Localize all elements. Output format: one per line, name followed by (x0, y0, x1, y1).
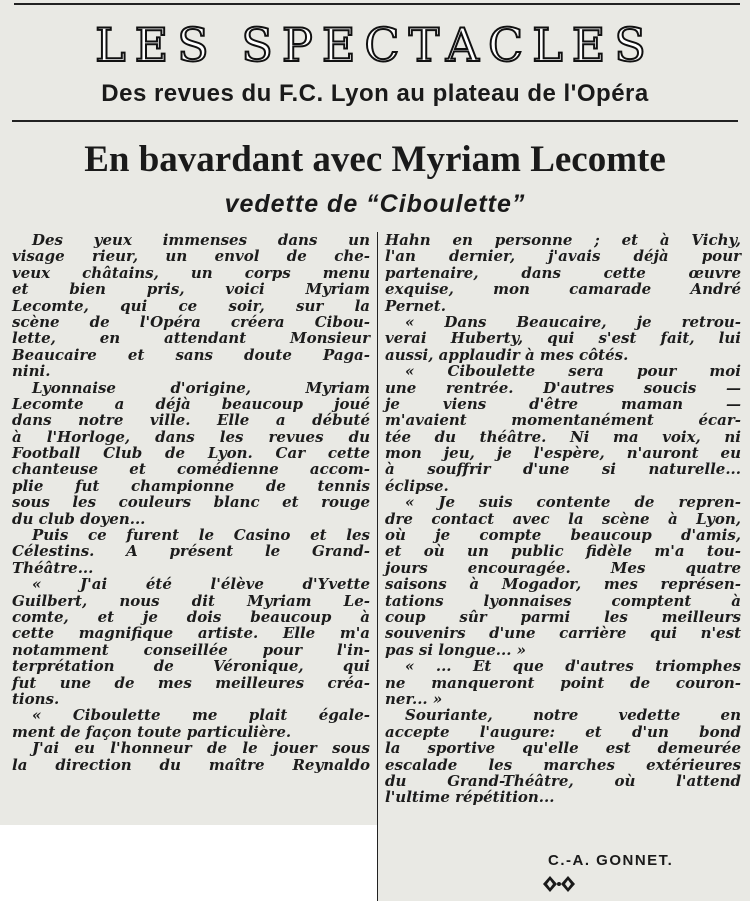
text-line: scène de l'Opéra créera Cibou- (12, 312, 370, 331)
article-subhead: vedette de “Ciboulette” (224, 190, 526, 218)
text-line: jours encouragée. Mes quatre (385, 558, 741, 577)
text-line: l'ultime répétition... (385, 788, 555, 807)
text-line: terprétation de Véronique, qui (12, 657, 370, 676)
text-line: saisons à Mogador, mes représen- (385, 575, 741, 594)
text-line: chanteuse et comédienne accom- (12, 460, 370, 479)
text-line: Théâtre... (12, 558, 94, 577)
text-line: Hahn en personne ; et à Vichy, (385, 231, 741, 249)
header-rule (12, 120, 738, 122)
text-line: et où un public fidèle m'a tou- (385, 542, 741, 561)
text-line: une rentrée. D'autres soucis — (385, 378, 741, 397)
text-line: mon jeu, je l'espère, n'auront eu (385, 444, 741, 463)
ornament-icon (541, 875, 577, 893)
text-line: dans notre ville. Elle a débuté (12, 411, 370, 430)
text-line: partenaire, dans cette œuvre (385, 263, 741, 282)
text-line: « Dans Beaucaire, je retrou- (405, 312, 741, 331)
text-line: Puis ce furent le Casino et les (32, 526, 370, 545)
text-line: visage rieur, un envol de che- (12, 247, 370, 266)
section-subtitle: Des revues du F.C. Lyon au plateau de l'Opéra (101, 80, 649, 107)
text-line: tions. (12, 689, 60, 708)
text-line: Des yeux immenses dans un (32, 231, 370, 249)
text-line: escalade les marches extérieures (385, 755, 741, 774)
text-line: exquise, mon camarade André (385, 280, 741, 299)
article-column-right (385, 232, 741, 806)
text-line: l'an dernier, j'avais déjà pour (385, 247, 741, 266)
text-line: sous les couleurs blanc et rouge (12, 493, 370, 512)
text-line: m'avaient momentanément écar- (385, 411, 741, 430)
text-line: ne manqueront point de couron- (385, 673, 741, 692)
text-line: ner... » (385, 689, 443, 708)
text-line: Lecomte a déjà beaucoup joué (12, 394, 370, 413)
text-line: du club doyen... (12, 509, 146, 528)
text-line: verai Huberty, qui s'est fait, lui (385, 329, 741, 348)
text-line: « Ciboulette sera pour moi (405, 362, 741, 381)
text-line: Souriante, notre vedette en (405, 706, 741, 725)
text-line: où je compte beaucoup d'amis, (385, 526, 741, 545)
text-line: cette magnifique artiste. Elle m'a (12, 624, 370, 643)
text-line: tée du théâtre. Ni ma voix, ni (385, 427, 741, 446)
text-line: veux châtains, un corps menu (12, 263, 370, 282)
text-line: aussi, applaudir à mes côtés. (385, 345, 629, 364)
byline-signature: C.-A. GONNET. (548, 852, 674, 869)
text-line: et bien pris, voici Myriam (12, 280, 370, 299)
text-line: notamment conseillée pour l'in- (12, 640, 370, 659)
text-line: éclipse. (385, 476, 449, 495)
text-line: « Ciboulette me plait égale- (32, 706, 370, 725)
article-column-left (12, 232, 370, 773)
text-line: dre contact avec la scène à Lyon, (385, 509, 741, 528)
text-line: du Grand-Théâtre, où l'attend (385, 771, 741, 790)
section-title: LES SPECTACLES (95, 18, 655, 72)
article-headline: En bavardant avec Myriam Lecomte (84, 139, 666, 180)
text-line: je viens d'être maman — (385, 394, 741, 413)
text-line: la direction du maître Reynaldo (12, 755, 370, 774)
text-line: pas si longue... » (385, 640, 527, 659)
text-line: « J'ai été l'élève d'Yvette (32, 575, 370, 594)
text-line: J'ai eu l'honneur de le jouer sous (32, 739, 370, 758)
text-line: nini. (12, 362, 51, 381)
text-line: « ... Et que d'autres triomphes (405, 657, 741, 676)
text-line: tations lyonnaises comptent à (385, 591, 741, 610)
text-line: fut une de mes meilleures créa- (12, 673, 370, 692)
blank-margin (0, 825, 377, 901)
top-rule (14, 3, 740, 5)
text-line: souvenirs d'une carrière qui n'est (385, 624, 741, 643)
text-line: la sportive qu'elle est demeurée (385, 739, 741, 758)
text-line: Lyonnaise d'origine, Myriam (32, 378, 370, 397)
text-line: Célestins. A présent le Grand- (12, 542, 370, 561)
text-line: accepte l'augure: et d'un bond (385, 722, 741, 741)
text-line: Guilbert, nous dit Myriam Le- (12, 591, 370, 610)
text-line: à l'Horloge, dans les revues du (12, 427, 370, 446)
column-divider (377, 232, 378, 901)
text-line: Pernet. (385, 296, 446, 315)
text-line: ment de façon toute particulière. (12, 722, 292, 741)
text-line: lette, en attendant Monsieur (12, 329, 370, 348)
text-line: Football Club de Lyon. Car cette (12, 444, 370, 463)
text-line: à souffrir d'une si naturelle... (385, 460, 741, 479)
text-line: Beaucaire et sans doute Paga- (12, 345, 370, 364)
text-line: plie fut championne de tennis (12, 476, 370, 495)
text-line: coup sûr parmi les meilleurs (385, 607, 741, 626)
text-line: Lecomte, qui ce soir, sur la (12, 296, 370, 315)
text-line: « Je suis contente de repren- (405, 493, 741, 512)
text-line: comte, et je dois beaucoup à (12, 607, 370, 626)
